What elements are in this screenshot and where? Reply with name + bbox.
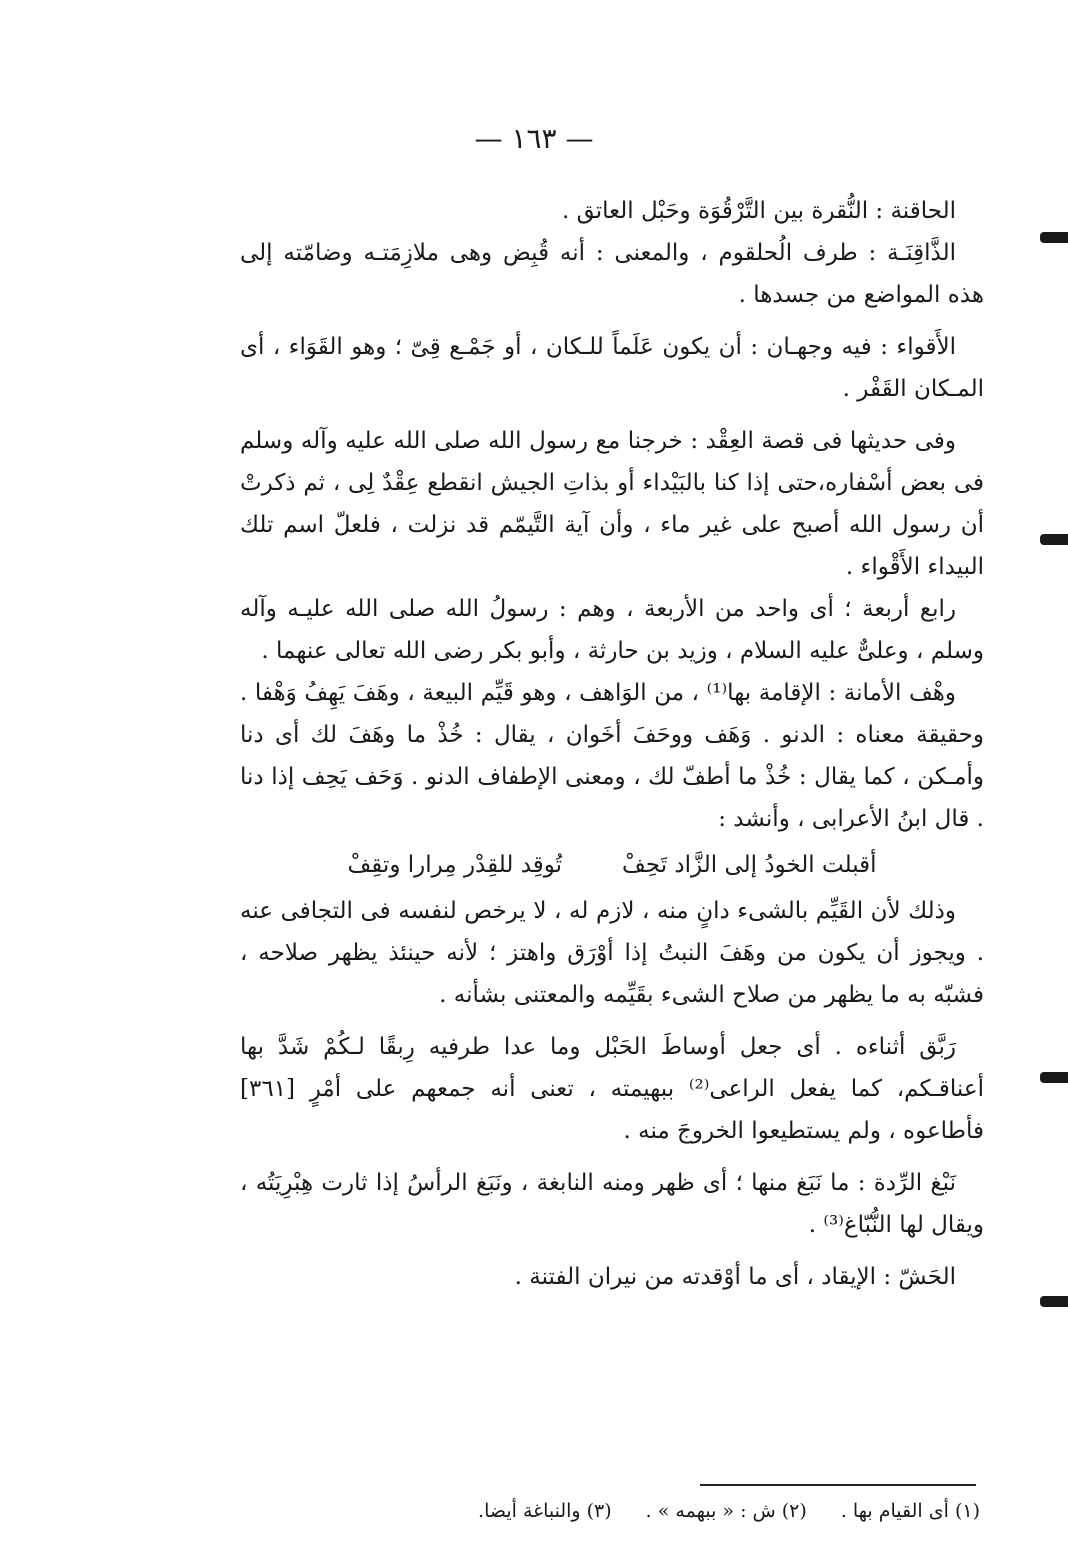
paragraph-rabbaq: رَبَّق أثناءه . أى جعل أوساطَ الحَبْل وما عدا طرفيه رِبقًا لـكُمْ شَدَّ بها أعناقـكم، كما يفعل الراعى⁽²⁾ ببهيمته ، تعنى أنه جمعهم على أمْرٍ [٣٦١] فأطاعوه ، ولم يستطيعوا الخروجَ منه . <box>240 1034 984 1144</box>
margin-mark <box>1040 534 1068 545</box>
paragraph-dhaqina: الذَّاقِنَـة : طرف الُحلقوم ، والمعنى : أنه قُبِض وهى ملازِمَتـه وضامّته إلى هذه المواضع من جسدها . <box>240 240 984 308</box>
paragraph-qayyim: وذلك لأن القَيِّم بالشىء دانٍ منه ، لازم له ، لا يرخص لنفسه فى التجافى عنه . ويجوز أن يكون من وهَفَ النبتُ إذا أوْرَق واهتز ؛ لأنه حينئذ يظهر صلاحه ، فشبّه به ما يظهر من صلاح الشىء بقَيِّمه والمعتنى بشأنه . <box>240 898 984 1008</box>
main-text <box>240 190 984 1298</box>
poetry-verse <box>240 840 984 890</box>
footnote-2: (٢) ش : « ببهمه » . <box>645 1500 807 1522</box>
paragraph-nabgh: نَبْغ الرِّدة : ما نَبَغ منها ؛ أى ظهر ومنه النابغة ، ونَبَغ الرأسُ إذا ثارت هِبْرِيَتُه ، ويقال لها النُّبّاغ⁽³⁾ . <box>240 1170 984 1238</box>
verse-first-hemistich: أقبلت الخودُ إلى الزَّاد تَحِفْ <box>622 852 877 878</box>
paragraph-iqd-story: وفى حديثها فى قصة العِقْد : خرجنا مع رسول الله صلى الله عليه وآله وسلم فى بعض أسْفاره،حتى إذا كنا بالبَيْداء أو بذاتِ الجيش انقطع عِقْدٌ لِى ، ثم ذكرتْ أن رسول الله أصبح على غير ماء ، وأن آية التَّيمّم قد نزلت ، فلعلّ اسم تلك البيداء الأَقْواء . <box>240 428 984 580</box>
page-number: — ١٦٣ — <box>474 122 594 155</box>
paragraph-wahf: وهْف الأمانة : الإقامة بها⁽¹⁾ ، من الوَاهف ، وهو قَيِّم البيعة ، وهَفَ يَهِفُ وَهْفا . وحقيقة معناه : الدنو . وَهَف ووحَفَ أخَوان ، يقال : خُذْ ما وهَفَ لك أى دنا وأمـكن ، كما يقال : خُذْ ما أطفّ لك ، ومعنى الإطفاف الدنو . وَحَف يَحِف إذا دنا . قال ابنُ الأعرابى ، وأنشد : <box>240 680 984 832</box>
footnotes <box>380 1494 980 1528</box>
verse-second-hemistich: تُوقِد للقِدْر مِرارا وتقِفْ <box>347 852 563 878</box>
footnote-divider <box>700 1484 976 1486</box>
margin-mark <box>1040 232 1068 243</box>
paragraph-haqina: الحاقنة : النُّقرة بين التَّرْقُوَة وحَبْل العاتق . <box>561 198 956 224</box>
margin-mark <box>1040 1072 1068 1083</box>
margin-mark <box>1040 1296 1068 1307</box>
paragraph-rabi-arbaa: رابع أربعة ؛ أى واحد من الأربعة ، وهم : رسولُ الله صلى الله عليـه وآله وسلم ، وعلىٌّ عليه السلام ، وزيد بن حارثة ، وأبو بكر رضى الله تعالى عنهما . <box>240 596 984 664</box>
footnote-3: (٣) والنباغة أيضا. <box>478 1500 612 1522</box>
paragraph-aqwa: الأَقواء : فيه وجهـان : أن يكون عَلَماً للـكان ، أو جَمْـع قِىّ ؛ وهو القَوَاء ، أى المـكان القَفْر . <box>240 334 984 402</box>
footnote-1: (١) أى القيام بها . <box>840 1500 980 1522</box>
paragraph-hash: الحَشّ : الإيقاد ، أى ما أوْقدته من نيران الفتنة . <box>514 1264 956 1290</box>
